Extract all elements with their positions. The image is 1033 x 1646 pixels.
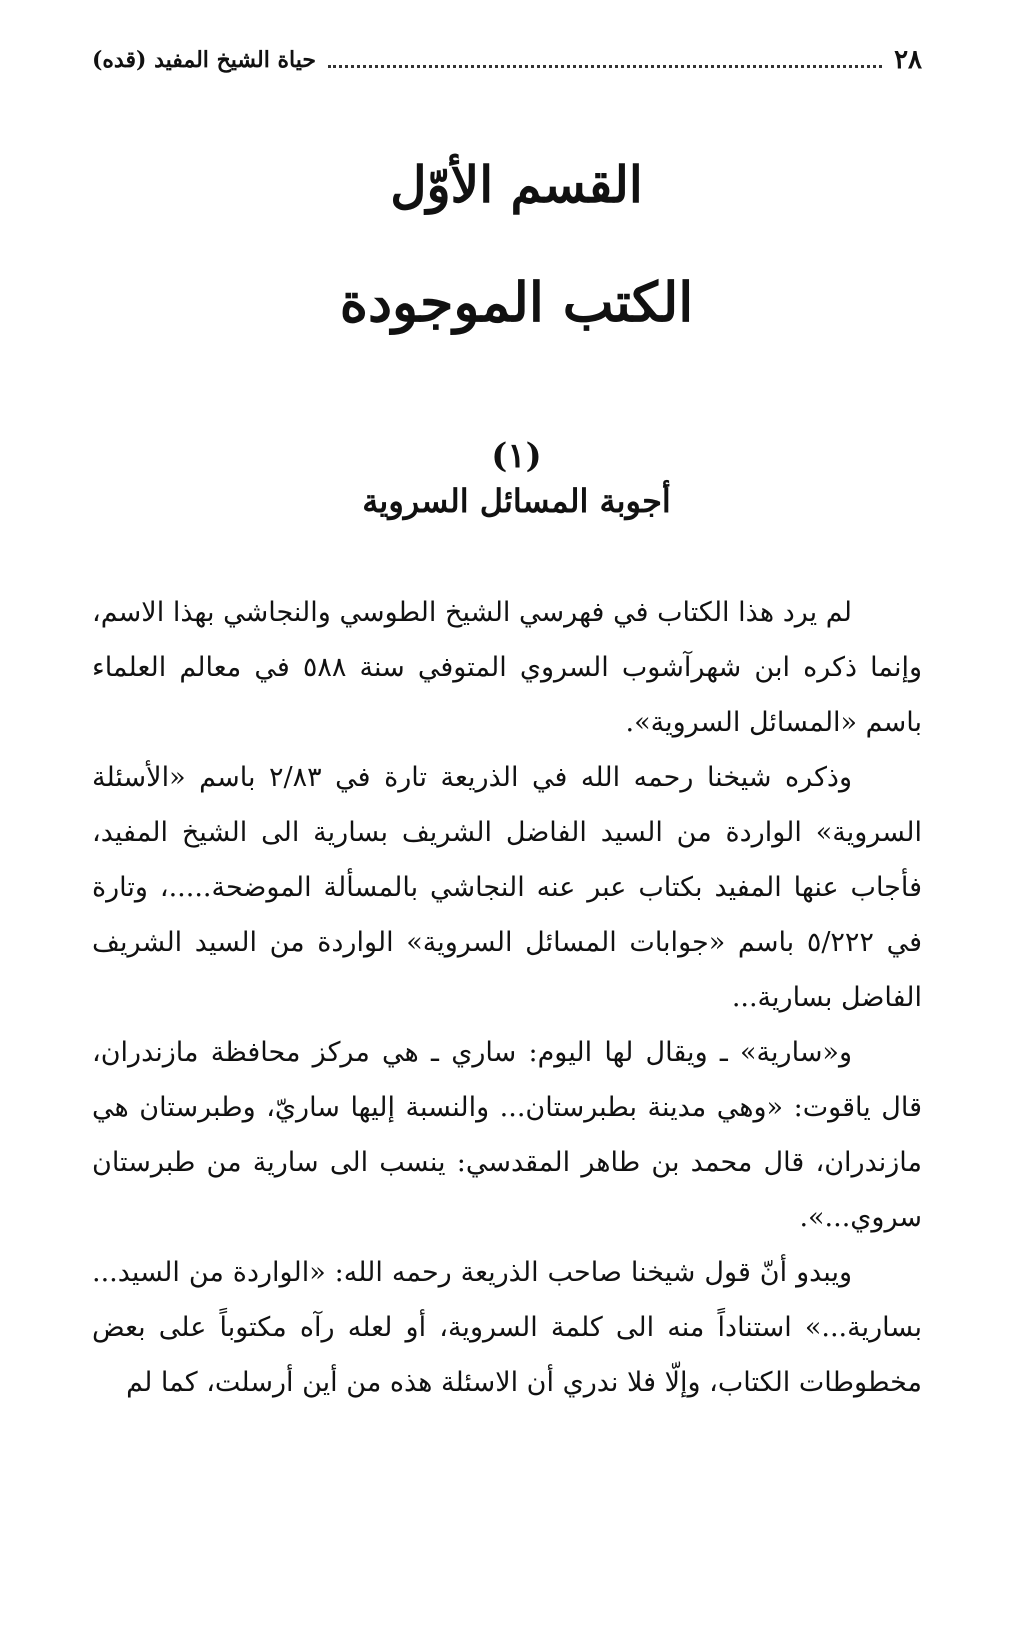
section-title: أجوبة المسائل السروية [362,482,671,520]
body-text [92,585,922,1410]
paragraph: وذكره شيخنا رحمه الله في الذريعة تارة في ٢/٨٣ باسم «الأسئلة السروية» الواردة من السيد الفاضل الشريف بسارية الى الشيخ المفيد، فأجاب عنها المفيد بكتاب عبر عنه النجاشي بالمسألة الموضحة.....، وتارة في ٥/٢٢٢ باسم «جوابات المسائل السروية» الواردة من السيد الشريف الفاضل بسارية... [92,762,922,1013]
paragraph: ويبدو أنّ قول شيخنا صاحب الذريعة رحمه الله: «الواردة من السيد... بسارية...» استناداً منه الى كلمة السروية، أو لعله رآه مكتوباً على بعض مخطوطات الكتاب، وإلّا فلا ندري أن الاسئلة هذه من أين أرسلت، كما لم [92,1257,922,1398]
dotted-leader [328,65,882,68]
running-header [92,40,922,80]
paragraph: لم يرد هذا الكتاب في فهرسي الشيخ الطوسي والنجاشي بهذا الاسم، وإنما ذكره ابن شهرآشوب السروي المتوفي سنة ٥٨٨ في معالم العلماء باسم «المسائل السروية». [92,597,923,738]
paragraph: و«سارية» ـ ويقال لها اليوم: ساري ـ هي مركز محافظة مازندران، قال ياقوت: «وهي مدينة بطبرستان... والنسبة إليها ساريّ، وطبرستان هي مازندران، قال محمد بن طاهر المقدسي: ينسب الى سارية من طبرستان سروي...». [92,1037,922,1233]
section-number: (١) [491,436,542,476]
page-number: ٢٨ [894,45,922,75]
running-header-title: حياة الشيخ المفيد (قده) [92,47,316,73]
part-title-heading: الكتب الموجودة [339,270,694,334]
part-label-heading: القسم الأوّل [390,155,643,214]
